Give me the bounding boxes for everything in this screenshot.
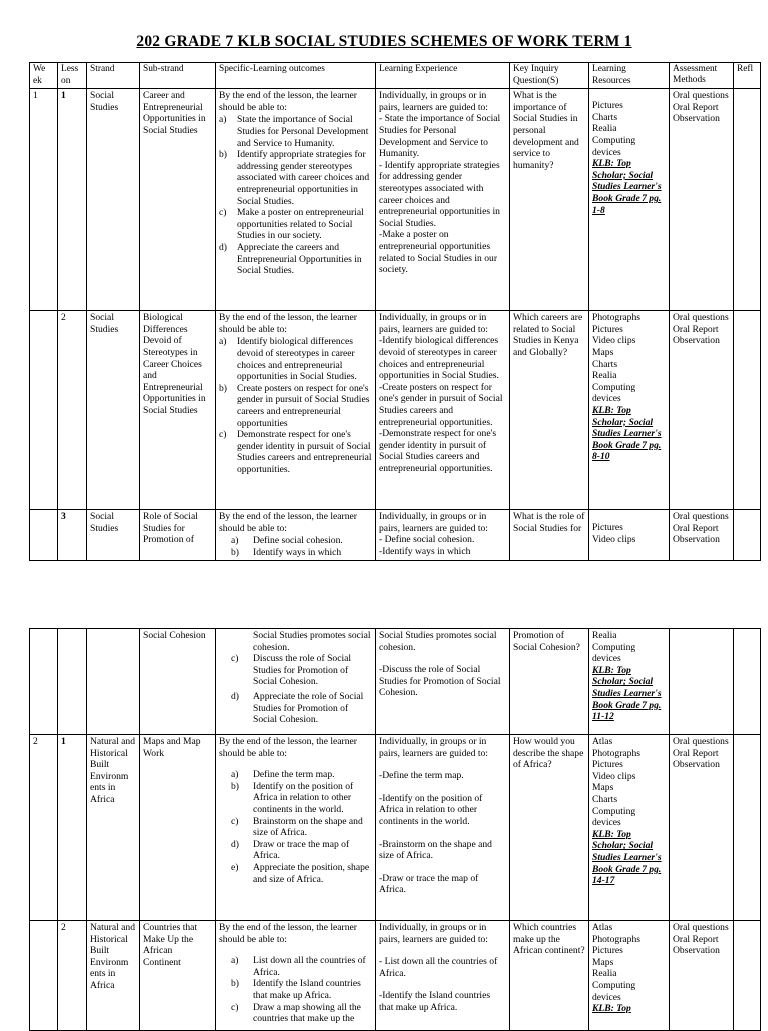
experience-cell [376, 735, 510, 921]
experience-item: Social Studies promotes social cohesion. [379, 630, 497, 653]
list-item [219, 862, 372, 885]
experience-cell: Individually, in groups or in pairs, learners are guided to: -Identify biological differences devoid of stereotypes in career choices and entrepreneurial opportunities in Social Studies. -Create posters on respect for one's gender in pursuit of Social Studies careers and entrepreneurial opportunities. -Demonstrate respect for one's gender identity in pursuit of Social Studies careers and entrepreneurial opportunities. [376, 311, 510, 510]
resource-item: Pictures [592, 522, 623, 534]
strand-cell: Natural and Historical Built Environm ents in Africa [87, 921, 140, 1031]
resource-item: Video clips [592, 770, 636, 782]
list-item [219, 978, 372, 1001]
resources-cell [589, 629, 670, 735]
experience-item: - List down all the countries of Africa. [379, 956, 498, 979]
textbook-reference: KLB: Top Scholar; Social Studies Learner's Book Grade 7 pg. 14-17 [592, 828, 662, 887]
list-item [219, 429, 372, 475]
resource-item: Atlas [592, 736, 613, 747]
week-cell [30, 921, 58, 1031]
experience-cell: Individually, in groups or in pairs, learners are guided to: - State the importance of Social Studies for Personal Development and Service to Humanity. - Identify appropriate strategies for addressing gender stereotypes associated with career choices and entrepreneurial opportunities in Social Studies. -Make a poster on entrepreneurial opportunities related to Social Studies in our society. [376, 89, 510, 311]
week-cell [30, 311, 58, 510]
outcomes-intro: By the end of the lesson, the learner should be able to: [219, 922, 357, 945]
list-text: Appreciate the role of Social Studies for Promotion of Social Cohesion. [253, 690, 364, 726]
outcomes-intro: By the end of the lesson, the learner should be able to: [219, 511, 357, 534]
lesson-cell: 1 [58, 89, 87, 311]
list-marker: b) [231, 780, 239, 792]
resource-item: Video clips [592, 533, 636, 545]
outcomes-list [219, 955, 372, 1025]
list-marker: c) [219, 429, 227, 441]
assessment-cell [670, 629, 734, 735]
outcomes-cell [216, 629, 376, 735]
list-text: Appreciate the careers and Entrepreneurial Opportunities in Social Studies. [237, 241, 362, 277]
inquiry-cell: What is the role of Social Studies for [510, 510, 589, 560]
list-text: Identify biological differences devoid of stereotypes in career choices and entrepreneurial opportunities in Social Studies. [237, 336, 357, 383]
list-text: Identify the Island countries that make up Africa. [253, 978, 361, 1001]
reflection-cell [734, 311, 761, 510]
outcomes-cell [216, 921, 376, 1031]
experience-item: -Draw or trace the map of Africa. [379, 872, 479, 896]
resource-item: Maps [592, 956, 614, 968]
list-marker: c) [219, 207, 227, 219]
list-item [219, 547, 372, 559]
sub-strand-cell: Career and Entrepreneurial Opportunities in Social Studies [140, 89, 216, 311]
header-resources: Learning Resources [589, 63, 670, 89]
list-marker: a) [219, 114, 227, 126]
reflection-cell [734, 629, 761, 735]
outcomes-cell [216, 510, 376, 560]
resource-item: Maps [592, 782, 614, 794]
list-marker: d) [219, 241, 227, 253]
list-item [219, 691, 372, 726]
list-marker: b) [219, 149, 227, 161]
list-item [219, 769, 372, 781]
resource-item: Pictures [592, 100, 623, 112]
lesson-cell [58, 629, 87, 735]
list-text: Make a poster on entrepreneurial opportunities related to Social Studies in our society. [237, 207, 364, 242]
list-text: Draw or trace the map of Africa. [253, 838, 350, 862]
lesson-cell: 2 [58, 311, 87, 510]
resource-item: Realia [592, 968, 617, 980]
experience-item: -Identify the Island countries that make up Africa. [379, 990, 491, 1013]
list-item [219, 955, 372, 978]
experience-cell: Individually, in groups or in pairs, learners are guided to: - Define social cohesion. -Identify ways in which [376, 510, 510, 560]
header-reflection: Refl [734, 63, 761, 89]
outcomes-list [219, 535, 372, 558]
outcomes-list [219, 769, 372, 885]
resource-item: Realia [592, 370, 617, 382]
list-marker: a) [231, 769, 239, 781]
week-cell [30, 629, 58, 735]
strand-cell: Social Studies [87, 311, 140, 510]
resource-spacer [592, 90, 666, 100]
sub-strand-cell: Social Cohesion [140, 629, 216, 735]
scheme-table-page-1 [29, 62, 761, 561]
resource-item: Charts [592, 358, 618, 370]
list-text: Define the term map. [253, 769, 335, 781]
week-cell: 2 [30, 735, 58, 921]
list-item [219, 114, 372, 149]
document-title: 202 GRADE 7 KLB SOCIAL STUDIES SCHEMES OF WORK TERM 1 [136, 33, 632, 50]
list-marker: c) [231, 815, 239, 827]
outcomes-cell [216, 735, 376, 921]
strand-cell: Social Studies [87, 510, 140, 560]
list-item [219, 535, 372, 547]
resource-item: Video clips [592, 335, 636, 347]
resource-item: Realia [592, 123, 617, 135]
list-text: Demonstrate respect for one's gender identity in pursuit of Social Studies careers and entrepreneurial opportunities. [237, 429, 372, 475]
resources-cell [589, 510, 670, 560]
resource-item: Computing devices [592, 979, 636, 1003]
list-text: Identify on the position of Africa in relation to other continents in the world. [253, 780, 354, 815]
list-text: Discuss the role of Social Studies for Promotion of Social Cohesion. [253, 653, 352, 688]
experience-item: -Define the term map. [379, 770, 464, 782]
resource-item: Maps [592, 346, 614, 358]
assessment-cell: Oral questions Oral Report Observation [670, 311, 734, 510]
experience-item: -Brainstorm on the shape and size of Africa. [379, 838, 492, 862]
table-row [30, 921, 761, 1031]
list-item [219, 781, 372, 816]
experience-cell [376, 921, 510, 1031]
strand-cell: Social Studies [87, 89, 140, 311]
scheme-table-page-2 [29, 628, 761, 1031]
resource-item: Pictures [592, 323, 623, 335]
inquiry-cell: What is the importance of Social Studies in personal development and service to humanity? [510, 89, 589, 311]
outcomes-cell [216, 89, 376, 311]
list-text: Define social cohesion. [253, 535, 343, 547]
list-marker: d) [231, 838, 239, 850]
sub-strand-cell: Countries that Make Up the African Continent [140, 921, 216, 1031]
lesson-cell: 1 [58, 735, 87, 921]
header-sub-strand: Sub-strand [140, 63, 216, 89]
reflection-cell [734, 735, 761, 921]
sub-strand-cell: Maps and Map Work [140, 735, 216, 921]
week-cell: 1 [30, 89, 58, 311]
list-marker: b) [231, 978, 239, 990]
assessment-cell: Oral questions Oral Report Observation [670, 735, 734, 921]
resource-item: Atlas [592, 922, 613, 933]
header-lesson: Less on [58, 63, 87, 89]
sub-strand-cell: Biological Differences Devoid of Stereotypes in Career Choices and Entrepreneurial Opportunities in Social Studies [140, 311, 216, 510]
header-experience: Learning Experience [376, 63, 510, 89]
resource-item: Computing devices [592, 641, 636, 665]
outcomes-intro: By the end of the lesson, the learner should be able to: [219, 312, 357, 335]
strand-cell: Natural and Historical Built Environm ents in Africa [87, 735, 140, 921]
outcomes-intro: By the end of the lesson, the learner should be able to: [219, 736, 357, 759]
header-strand: Strand [87, 63, 140, 89]
reflection-cell [734, 921, 761, 1031]
list-item [219, 336, 372, 382]
header-outcomes: Specific-Learning outcomes [216, 63, 376, 89]
list-text: Draw a map showing all the countries that make up the [253, 1001, 361, 1025]
experience-item: -Discuss the role of Social Studies for Promotion of Social Cohesion. [379, 664, 501, 699]
reflection-cell [734, 89, 761, 311]
list-item [219, 207, 372, 242]
resource-item: Computing devices [592, 381, 636, 405]
reflection-cell [734, 510, 761, 560]
list-item [219, 816, 372, 839]
list-item [219, 839, 372, 862]
resource-item: Photographs [592, 747, 640, 759]
inquiry-cell: Which countries make up the African continent? [510, 921, 589, 1031]
resource-item: Realia [592, 630, 617, 641]
inquiry-cell: Promotion of Social Cohesion? [510, 629, 589, 735]
experience-intro: Individually, in groups or in pairs, learners are guided to: [379, 736, 488, 759]
resource-item: Pictures [592, 759, 623, 771]
list-marker: e) [231, 861, 239, 873]
list-marker: c) [231, 1001, 239, 1013]
resource-item: Pictures [592, 945, 623, 957]
header-assessment: Assessment Methods [670, 63, 734, 89]
outcomes-continued: Social Studies promotes social cohesion. [253, 630, 371, 653]
table-row [30, 735, 761, 921]
resources-cell [589, 311, 670, 510]
inquiry-cell: Which careers are related to Social Studies in Kenya and Globally? [510, 311, 589, 510]
outcomes-intro: By the end of the lesson, the learner should be able to: [219, 90, 357, 113]
textbook-reference: KLB: Top [592, 1003, 631, 1015]
week-cell [30, 510, 58, 560]
assessment-cell: Oral questions Oral Report Observation [670, 510, 734, 560]
textbook-reference: KLB: Top Scholar; Social Studies Learner's Book Grade 7 pg. 8-10 [592, 404, 662, 463]
resource-item: Photographs [592, 312, 640, 324]
resource-item: Computing devices [592, 134, 636, 158]
list-text: Identify appropriate strategies for addressing gender stereotypes associated with career choices and entrepreneurial opportunities in Social Studies. [237, 149, 370, 207]
list-text: Create posters on respect for one's gender in pursuit of Social Studies careers and entrepreneurial opportunities [237, 382, 370, 429]
outcomes-cell [216, 311, 376, 510]
table-row [30, 311, 761, 510]
experience-cell [376, 629, 510, 735]
outcomes-list [219, 653, 372, 726]
resource-item: Photographs [592, 933, 640, 945]
resource-item: Computing devices [592, 805, 636, 829]
list-item [219, 242, 372, 277]
resource-item: Charts [592, 793, 618, 805]
outcomes-list [219, 114, 372, 276]
textbook-reference: KLB: Top Scholar; Social Studies Learner's Book Grade 7 pg. 1-8 [592, 158, 662, 216]
resources-cell [589, 921, 670, 1031]
list-text: Identify ways in which [253, 546, 342, 558]
experience-item: -Identify on the position of Africa in relation to other continents in the world. [379, 792, 483, 827]
resources-cell [589, 735, 670, 921]
list-text: List down all the countries of Africa. [253, 955, 366, 978]
list-marker: b) [219, 382, 227, 394]
list-text: Appreciate the position, shape and size of Africa. [253, 861, 370, 885]
list-item [219, 149, 372, 207]
table-row [30, 629, 761, 735]
list-text: State the importance of Social Studies for Personal Development and Service to Humanity. [237, 114, 369, 149]
sub-strand-cell: Role of Social Studies for Promotion of [140, 510, 216, 560]
lesson-cell: 2 [58, 921, 87, 1031]
table-row [30, 89, 761, 311]
list-item [219, 1002, 372, 1025]
lesson-cell: 3 [58, 510, 87, 560]
list-marker: a) [231, 955, 239, 967]
resource-item: Charts [592, 111, 618, 123]
list-text: Brainstorm on the shape and size of Africa. [253, 815, 363, 839]
list-marker: c) [231, 653, 239, 665]
resources-cell [589, 89, 670, 311]
list-item [219, 653, 372, 688]
strand-cell [87, 629, 140, 735]
list-marker: d) [231, 690, 239, 702]
list-marker: b) [231, 546, 239, 558]
outcomes-list [219, 336, 372, 475]
list-item [219, 383, 372, 429]
header-week: We ek [30, 63, 58, 89]
assessment-cell: Oral questions Oral Report Observation [670, 89, 734, 311]
inquiry-cell: How would you describe the shape of Africa? [510, 735, 589, 921]
textbook-reference: KLB: Top Scholar; Social Studies Learner's Book Grade 7 pg. 11-12 [592, 664, 662, 723]
list-marker: a) [231, 535, 239, 547]
list-marker: a) [219, 336, 227, 348]
experience-intro: Individually, in groups or in pairs, learners are guided to: [379, 922, 488, 945]
resource-spacer [592, 511, 666, 522]
header-row [30, 63, 761, 89]
header-inquiry: Key Inquiry Question(S) [510, 63, 589, 89]
assessment-cell: Oral questions Oral Report Observation [670, 921, 734, 1031]
table-row [30, 510, 761, 560]
